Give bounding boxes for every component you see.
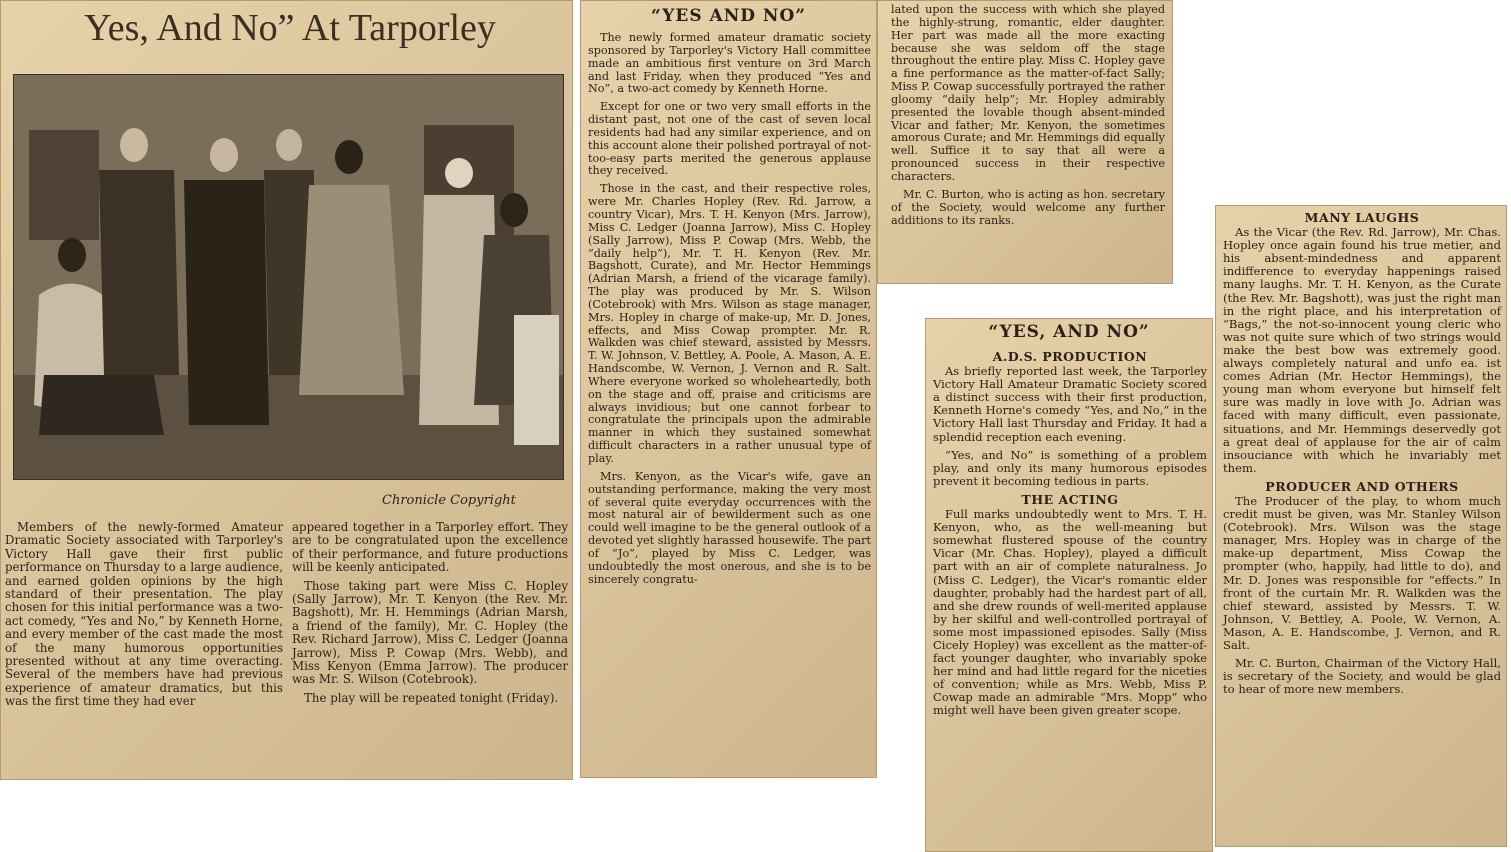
paragraph: “Yes, and No” is something of a problem play, and only its many humorous episodes prevent it becoming tedious in parts. (933, 447, 1207, 488)
subheading: MANY LAUGHS (1304, 210, 1420, 225)
article-column-2 (292, 521, 568, 710)
clipping-many-laughs (1215, 205, 1507, 847)
headline: “YES AND NO” (650, 6, 807, 26)
paragraph: Those in the cast, and their respective roles, were Mr. Charles Hopley (Rev. Rd. Jarrow, a country Vicar), Mrs. T. H. Kenyon (Mrs. Jarrow), Miss C. Ledger (Joanna Jarrow), Miss C. Hopley (Sally Jarrow), Miss P. Cowap (Mrs. Webb, the “daily help”), Mr. T. H. Kenyon (Rev. Mr. Bagshott, Curate), and Mr. Hector Hemmings (Adrian Marsh, a friend of the vicarage family). The play was produced by Mr. S. Wilson (Cotebrook) with Mrs. Wilson as stage manager, Mrs. Hopley in charge of make-up, Mr. D. Jones, effects, and Miss Cowap prompter. Mr. R. Walkden was chief steward, assisted by Messrs. T. W. Johnson, V. Bettley, A. Poole, A. Mason, A. E. Handscombe, W. Vernon, J. Vernon and R. Salt. Where everyone worked so wholeheartedly, both on the stage and off, praise and criticisms are always invidious; but one cannot forbear to congratulate the principals upon the admirable manner in which they sustained somewhat difficult characters in a rather unusual type of play. (588, 182, 871, 465)
clipping-ads-production (925, 318, 1213, 852)
paragraph: Except for one or two very small efforts in the distant past, not one of the cast of seven local residents had had any similar experience, and on this account alone their polished portrayal of not-too-easy parts merited the generous applause they received. (588, 100, 871, 178)
paragraph: As the Vicar (the Rev. Rd. Jarrow), Mr. Chas. Hopley once again found his true metier, and his absent-mindedness and apparent indifference to everyday happenings raised many laughs. Mr. T. H. Kenyon, as the Curate (the Rev. Mr. Bagshott), was just the right man in the right place, and his interpretation of “Bags,” the not-so-innocent young cleric who was not quite sure which of two strings would make the best bow was extremely good. always completely natural and unfo ea. ist comes Adrian (Mr. Hector Hemmings), the young man whom everyone but himself felt sure was madly in love with Jo. Adrian was faced with many difficult, even passionate, situations, and Mr. Hemmings deservedly got a great deal of applause for the air of calm insouciance with which he invariably met them. (1223, 225, 1501, 475)
paragraph: appeared together in a Tarporley effort. They are to be congratulated upon the excellence of their performance, and future productions will be keenly anticipated. (292, 520, 568, 575)
headline: Yes, And No” At Tarporley (84, 7, 496, 49)
article-column-1 (5, 521, 283, 714)
paragraph: The Producer of the play, to whom much credit must be given, was Mr. Stanley Wilson (Cotebrook). Mrs. Wilson was the stage manager, Mrs. Hopley was in charge of the make-up department, Miss Cowap the prompter (who, happily, had little to do), and Mr. D. Jones was responsible for “effects.” In front of the curtain Mr. R. Walkden was the chief steward, assisted by Messrs. T. W. Johnson, V. Bettley, A. Poole, W. Vernon, A. Mason, A. E. Handscombe, J. Vernon, and R. Salt. (1223, 493, 1501, 652)
paragraph: Those taking part were Miss C. Hopley (Sally Jarrow), Mr. T. Kenyon (the Rev. Mr. Bagshott), Mr. H. Hemmings (Adrian Marsh, a friend of the family), Mr. C. Hopley (the Rev. Richard Jarrow), Miss C. Ledger (Joanna Jarrow), Miss P. Cowap (Mrs. Webb), and Miss Kenyon (Emma Jarrow). The producer was Mr. S. Wilson (Cotebrook). (292, 578, 568, 687)
paragraph: Mr. C. Burton, Chairman of the Victory Hall, is secretary of the Society, and would be glad to hear of more new members. (1223, 656, 1501, 697)
photo-credit: Chronicle Copyright (382, 493, 516, 508)
paragraph: Full marks undoubtedly went to Mrs. T. H. Kenyon, who, as the well-meaning but somewhat flustered spouse of the country Vicar (Mr. Chas. Hopley), played a difficult part with an air of complete naturalness. Jo (Miss C. Ledger), the Vicar's romantic elder daughter, probably had the hardest part of all, and she drew rounds of well-merited applause by her skilful and well-controlled portrayal of some most impassioned episodes. Sally (Miss Cicely Hopley) was excellent as the matter-of-fact younger daughter, who invariably spoke her mind and had little regard for the niceties of convention; while as Mrs. Webb, Miss P. Cowap made an admirable “Mrs. Mopp” who might well have been given greater scope. (933, 507, 1207, 718)
article-body (933, 346, 1207, 723)
cast-photograph (13, 74, 564, 480)
article-body (1223, 207, 1501, 701)
subheading: THE ACTING (1021, 491, 1119, 507)
cast-photo-image (14, 75, 563, 479)
paragraph: Members of the newly-formed Amateur Dramatic Society associated with Tarporley's Victory Hall gave their first public performance on Thursday to a large audience, and earned golden opinions by the high standard of their presentation. The play chosen for this initial performance was a two-act comedy, “Yes and No,” by Kenneth Horne, and every member of the cast made the most of the many humorous opportunities presented without at any time overacting. Several of the members have had previous experience of amateur dramatics, but this was the first time they had ever (5, 520, 283, 709)
paragraph: As briefly reported last week, the Tarporley Victory Hall Amateur Dramatic Society scored a distinct success with their first production, Kenneth Horne's comedy “Yes, and No,” in the Victory Hall last Thursday and Friday. It had a splendid reception each evening. (933, 364, 1207, 444)
clipping-tarporley-photo (0, 0, 573, 780)
subheading: PRODUCER AND OTHERS (1265, 478, 1459, 494)
paragraph: lated upon the success with which she played the highly-strung, romantic, elder daughter. Her part was made all the more exacting because she was seldom off the stage throughout the entire play. Miss C. Hopley gave a fine performance as the matter-of-fact Sally; Miss P. Cowap successfully portrayed the rather gloomy “daily help”; Mr. Hopley admirably presented the lovable though absent-minded Vicar and father; Mr. Kenyon, the sometimes amorous Curate; and Mr. Hemmings did equally well. Suffice it to say that all were a pronounced success in their respective characters. (891, 3, 1165, 183)
headline: “YES, AND NO” (988, 322, 1150, 342)
paragraph: The newly formed amateur dramatic society sponsored by Tarporley's Victory Hall committee made an ambitious first venture on 3rd March and last Friday, when they produced “Yes and No”, a two-act comedy by Kenneth Horne. (588, 31, 871, 96)
paragraph: The play will be repeated tonight (Friday). (304, 690, 559, 705)
article-body (891, 4, 1165, 232)
paragraph: Mr. C. Burton, who is acting as hon. secretary of the Society, would welcome any further additions to its ranks. (891, 187, 1165, 227)
subheading: A.D.S. PRODUCTION (992, 349, 1148, 364)
article-body (588, 32, 871, 591)
clipping-yes-and-no-column (580, 0, 877, 778)
paragraph: Mrs. Kenyon, as the Vicar's wife, gave an outstanding performance, making the very most of several quite everyday occurrences with the most natural air of bewilderment such as one could well imagine to be the general outlook of a devoted yet slightly harassed housewife. The part of “Jo”, played by Miss C. Ledger, was undoubtedly the most onerous, and she is to be sincerely congratu- (588, 469, 871, 586)
clipping-continuation (877, 0, 1173, 284)
